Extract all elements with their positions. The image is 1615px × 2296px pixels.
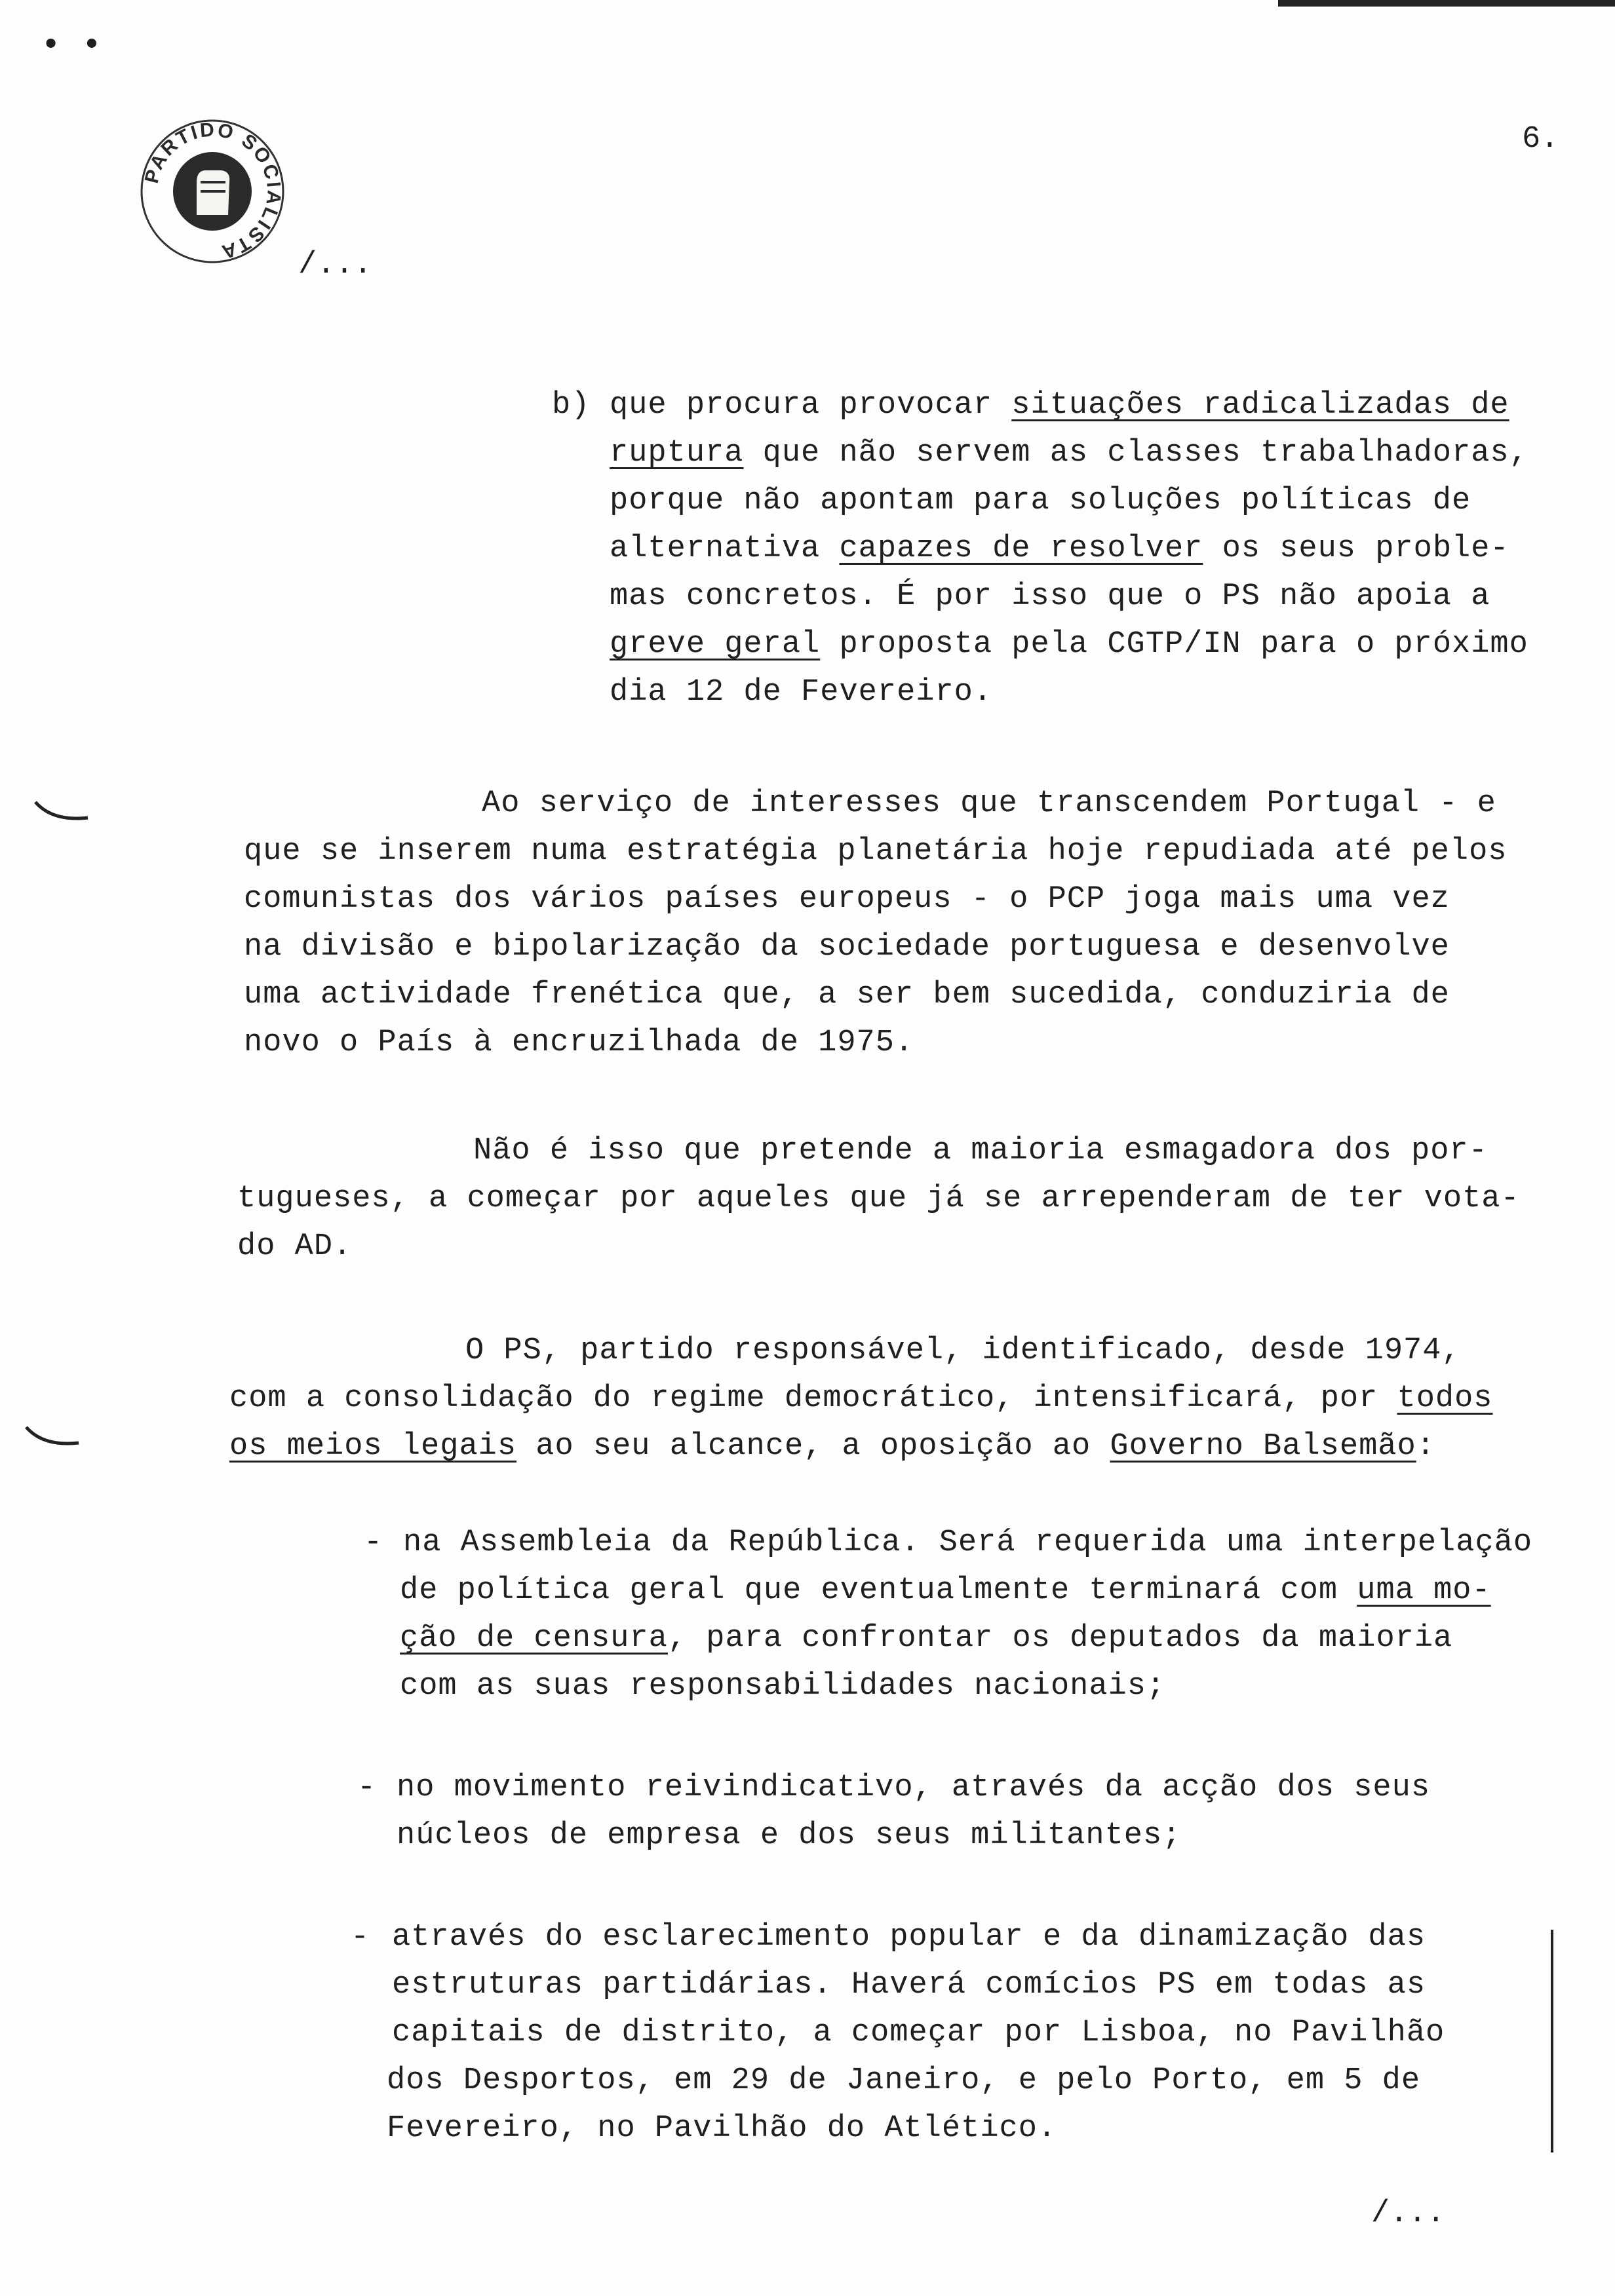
bullet-3-line: estruturas partidárias. Haverá comícios PS em todas as [392, 1968, 1426, 2002]
item-b-marker: b) [552, 388, 591, 423]
bullet-2-dash: - [357, 1770, 377, 1805]
scan-speck-marks: • • [41, 26, 102, 65]
item-b-line-3: porque não apontam para soluções políticas de [610, 484, 1471, 518]
continuation-mark-top: /... [298, 248, 372, 282]
underlined-phrase: todos [1397, 1381, 1493, 1416]
para1-line: comunistas dos vários países europeus - o PCP joga mais uma vez [244, 882, 1450, 917]
bullet-2-line-2: núcleos de empresa e dos seus militantes; [397, 1818, 1182, 1853]
party-seal-logo [138, 117, 287, 266]
para1-line: uma actividade frenética que, a ser bem sucedida, conduziria de [244, 978, 1450, 1012]
para3-line-2: com a consolidação do regime democrático, intensificará, por todos [229, 1381, 1493, 1416]
bullet-1-line-4: com as suas responsabilidades nacionais; [400, 1669, 1166, 1704]
para2-line: tugueses, a começar por aqueles que já se arrependeram de ter vota- [237, 1181, 1520, 1216]
svg-text:PARTIDO SOCIALISTA: PARTIDO SOCIALISTA [140, 119, 285, 263]
continuation-mark-bottom: /... [1371, 2196, 1445, 2231]
bullet-2-line-1: no movimento reivindicativo, através da acção dos seus [397, 1770, 1431, 1805]
bullet-1-line-2: de política geral que eventualmente terminará com uma mo- [400, 1573, 1491, 1608]
item-b-line-6: greve geral proposta pela CGTP/IN para o próximo [610, 627, 1528, 662]
para1-line: na divisão e bipolarização da sociedade portuguesa e desenvolve [244, 930, 1450, 965]
para3-line-3: os meios legais ao seu alcance, a oposição ao Governo Balsemão: [229, 1429, 1435, 1464]
para3-line-1: O PS, partido responsável, identificado, desde 1974, [465, 1333, 1461, 1368]
underlined-phrase: ruptura [610, 436, 744, 470]
underlined-phrase: greve geral [610, 627, 821, 662]
underlined-phrase: ção de censura [400, 1621, 668, 1656]
para1-line: que se inserem numa estratégia planetária hoje repudiada até pelos [244, 834, 1508, 869]
para1-line: novo o País à encruzilhada de 1975. [244, 1025, 914, 1060]
bullet-3-line: através do esclarecimento popular e da dinamização das [392, 1920, 1426, 1955]
scan-hole-mark-upper [33, 798, 92, 824]
item-b-line-1: que procura provocar situações radicalizadas de [610, 388, 1509, 423]
item-b-line-7: dia 12 de Fevereiro. [610, 675, 993, 710]
bullet-1-line-1: na Assembleia da República. Será requerida uma interpelação [403, 1525, 1533, 1560]
item-b-line-2: ruptura que não servem as classes trabalhadoras, [610, 436, 1528, 470]
bullet-3-dash: - [351, 1920, 370, 1955]
underlined-phrase: Governo Balsemão [1110, 1429, 1416, 1464]
para2-line: do AD. [237, 1229, 353, 1264]
underlined-phrase: uma mo- [1357, 1573, 1491, 1608]
scan-edge-mark [1278, 0, 1615, 7]
scan-hole-mark-lower [24, 1423, 83, 1449]
bullet-3-line: capitais de distrito, a começar por Lisboa, no Pavilhão [392, 2016, 1445, 2050]
underlined-phrase: capazes de resolver [839, 531, 1203, 566]
para1-line: Ao serviço de interesses que transcendem Portugal - e [482, 786, 1496, 821]
bullet-1-line-3: ção de censura, para confrontar os deputados da maioria [400, 1621, 1453, 1656]
bullet-3-line: Fevereiro, no Pavilhão do Atlético. [387, 2111, 1057, 2146]
page-number: 6. [1522, 122, 1559, 157]
item-b-line-5: mas concretos. É por isso que o PS não apoia a [610, 579, 1490, 614]
bullet-1-dash: - [364, 1525, 383, 1560]
bullet-3-line: dos Desportos, em 29 de Janeiro, e pelo Porto, em 5 de [387, 2063, 1421, 2098]
item-b-line-4: alternativa capazes de resolver os seus proble- [610, 531, 1509, 566]
scan-binding-mark [1551, 1930, 1553, 2152]
underlined-phrase: os meios legais [229, 1429, 517, 1464]
underlined-phrase: situações radicalizadas de [1011, 388, 1509, 423]
para2-line: Não é isso que pretende a maioria esmagadora dos por- [473, 1134, 1488, 1168]
